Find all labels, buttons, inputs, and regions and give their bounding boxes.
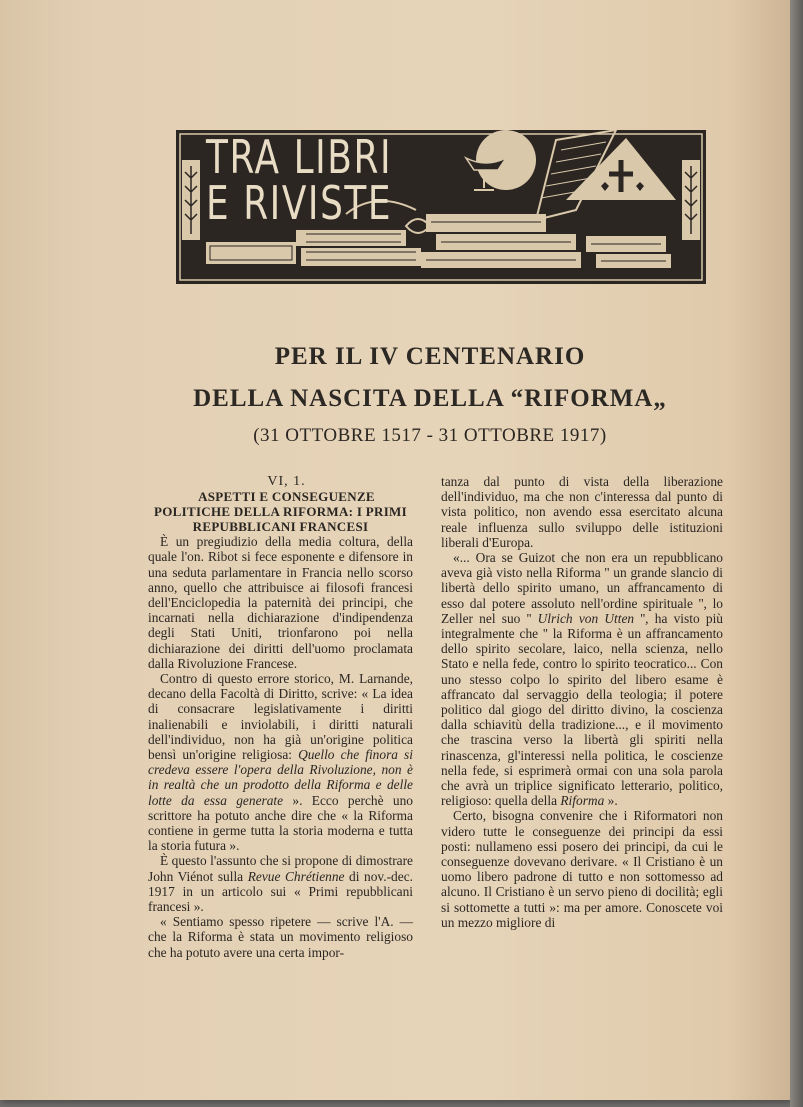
paragraph: tanza dal punto di vista della liberazione dell'individuo, ma che non c'interessa dal punto di vista politico, non avendo essa esercitato alcuna reale influenza sullo sviluppo delle istituzioni liberali d'Europa. [441, 474, 723, 550]
paragraph: È questo l'assunto che si propone di dimostrare John Viénot sulla Revue Chrétienne di nov.-dec. 1917 in un articolo sui « Primi repubblicani francesi ». [148, 853, 413, 915]
paragraph: Contro di questo errore storico, M. Larnande, decano della Facoltà di Diritto, scrive: « La idea di consacrare legislativamente i diritti inalienabili e inviolabili, i diritti naturali dell'individuo, non ha già un'origine politica bensì un'origine religiosa: Quello che finora si credeva essere l'opera della Rivoluzione, non è in realtà che un prodotto della Riforma e delle lotte da essa generate ». Ecco perchè uno scrittore ha potuto anche dire che « la Riforma contiene in germe tutta la storia moderna e tutta la storia futura ». [148, 671, 413, 854]
article-title-line-2: DELLA NASCITA DELLA “RIFORMA„ [193, 385, 667, 412]
italic-word: Riforma [560, 793, 605, 809]
paragraph: « Sentiamo spesso ripetere — scrive l'A. — che la Riforma è stata un movimento religioso che ha potuto avere una certa impor- [148, 914, 413, 960]
article-title-line-1: PER IL IV CENTENARIO [274, 343, 586, 370]
right-column [441, 474, 723, 930]
banner-title [206, 130, 466, 230]
section-number: VI, 1. [267, 474, 306, 489]
page-edge [790, 0, 803, 1107]
article-dates: (31 OTTOBRE 1517 - 31 OTTOBRE 1917) [253, 425, 607, 446]
article-title-block [150, 340, 710, 450]
paragraph: È un pregiudizio della media coltura, della quale l'on. Ribot si fece esponente e difensore in una seduta parlamentare in Francia nello scorso anno, quello che attribuisce ai filosofi francesi dell'Enciclopedia la paternità dei principi, che incarnati nella dichiarazione d'indipendenza degli Stati Uniti, trionfarono poi nella dichiarazione dei diritti dell'uomo proclamata dalla Rivoluzione Francese. [148, 534, 413, 671]
left-column [148, 474, 413, 960]
italic-journal: Revue Chrétienne [247, 868, 345, 884]
italic-quote: Quello che finora si credeva essere l'opera della Rivoluzione, non è in realtà che un prodotto della Riforma e delle lotte da essa generate [148, 747, 413, 808]
paragraph: «... Ora se Guizot che non era un repubblicano aveva già visto nella Riforma '' un grande slancio di libertà dello spirito umano, un affrancamento di esso dal potere assoluto nell'ordine spirituale '', lo Zeller nel suo '' Ulrich von Utten '', ha visto più integralmente che '' la Riforma è un affrancamento dello spirito secolare, laico, nella scienza, nello Stato e nella fede, contro lo spirito teocratico... Con uno stesso colpo lo spirito del libero esame è affrancato dal servaggio della teologia; il potere politico dal giogo del diritto divino, la coscienza dalla schiavitù della tradizione..., e il movimento che trascina verso la libertà gli spiriti nella rinascenza, gl'interessi nella politica, le coscienze nella fede, si esprimerà ormai con una sola parola che avrà un triplice significato letterario, politico, religioso: quella della Riforma ». [441, 550, 723, 809]
banner-line-1: TRA LIBRI [206, 130, 393, 184]
italic-title: Ulrich von Utten [537, 610, 635, 626]
paragraph: Certo, bisogna convenire che i Riformatori non videro tutte le conseguenze dei principi da essi posti: nullameno essi posero dei principi, da cui le conseguenze dovevano derivare. « Il Cristiano è un uomo libero padrone di tutto e non sottomesso ad alcuno. Il Cristiano è un servo pieno di docilità; egli si sottomette a tutti »: ma per amore. Conoscete voi un mezzo migliore di [441, 808, 723, 930]
header-banner [176, 130, 706, 284]
banner-line-2: E RIVISTE [206, 176, 393, 230]
section-heading: ASPETTI E CONSEGUENZE POLITICHE DELLA RIFORMA: I PRIMI REPUBBLICANI FRANCESI [153, 489, 407, 535]
